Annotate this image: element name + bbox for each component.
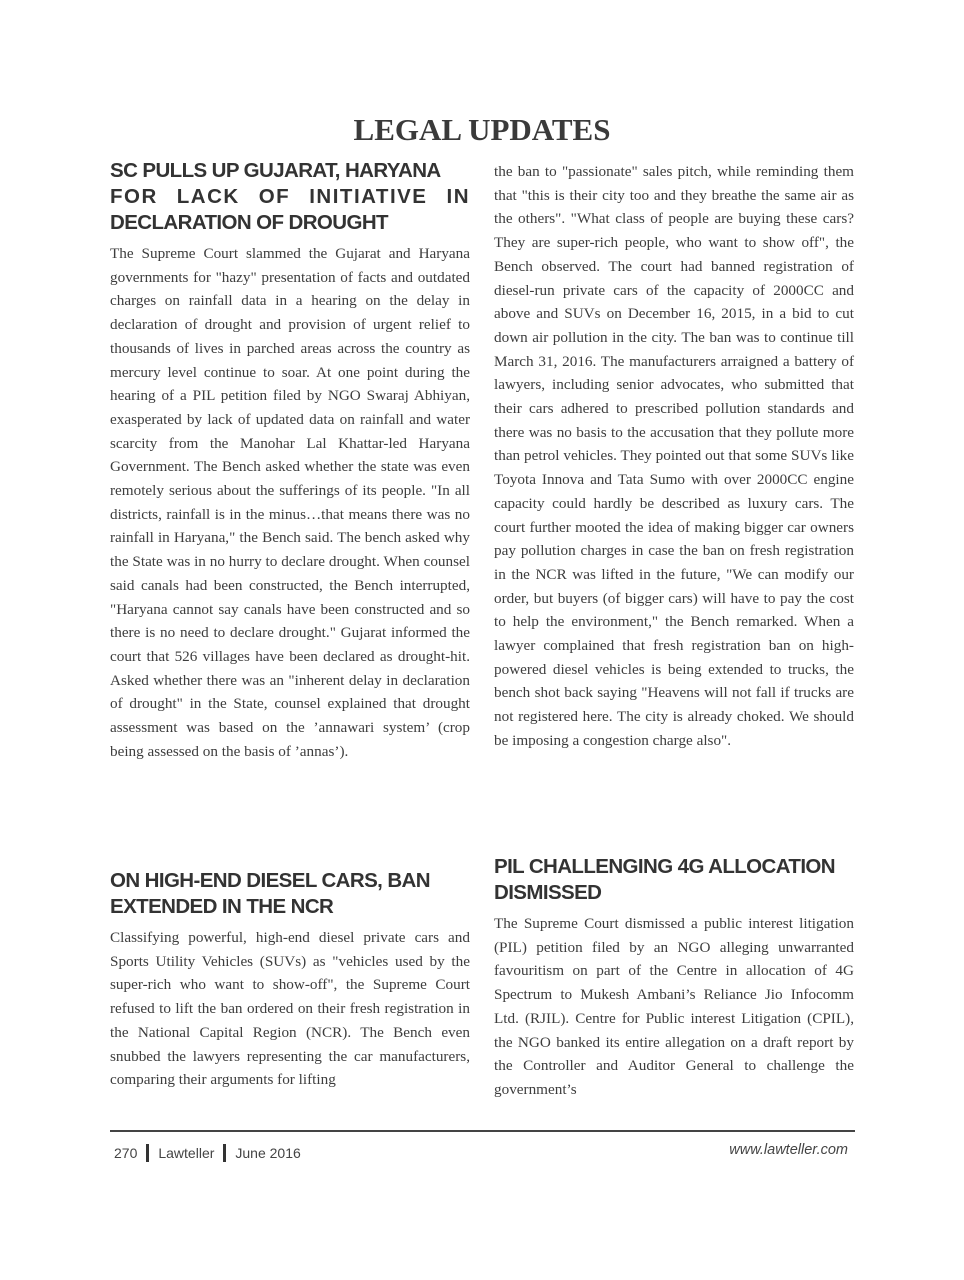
publication-name: Lawteller — [158, 1145, 215, 1161]
article-headline — [494, 854, 854, 906]
article-diesel-cars — [110, 868, 470, 1092]
page-number: 270 — [114, 1145, 138, 1161]
article-4g-allocation — [494, 854, 854, 1102]
headline-line: SC PULLS UP GUJARAT, HARYANA — [110, 159, 441, 182]
article-diesel-cars-continued — [494, 160, 854, 753]
article-body: Classifying powerful, high-end diesel private cars and Sports Utility Vehicles (SUVs) as "vehicles used by the super-rich who want to show-off", the Supreme Court refused to lift the ban ordered on their fresh registration in the National Capital Region (NCR). The Bench even snubbed the lawyers representing the car manufacturers, comparing their arguments for lifting — [110, 929, 470, 1089]
issue-date: June 2016 — [235, 1145, 301, 1161]
article-body: The Supreme Court slammed the Gujarat and Haryana governments for "hazy" presentation of facts and outdated charges on rainfall data in a hearing on the delay in declaration of drought and provision of urgent relief to thousands of lives in parched areas across the country as mercury level continue to soar. At one point during the hearing of a PIL petition filed by NGO Swaraj Abhiyan, exasperated by lack of updated data on rainfall and water scarcity from the Manohar Lal Khattar-led Haryana Government. The Bench asked whether the state was even remotely serious about the sufferings of its people. "In all districts, rainfall is in the minus…that means there was no rainfall in Haryana," the Bench said. The bench asked why the State was in no hurry to declare drought. When counsel said canals had been constructed, the Bench interrupted, "Haryana cannot say canals have been constructed and so there is no need to declare drought." Gujarat informed the court that 526 villages have been declared as drought-hit. Asked whether there was an "inherent delay in declaration of drought" in the State, counsel explained that drought assessment was based on the ’annawari system’ (crop being assessed on the basis of ’annas’). — [110, 245, 470, 760]
separator-bar — [146, 1144, 149, 1162]
headline-line: FOR LACK OF INITIATIVE IN — [110, 185, 470, 208]
article-headline — [110, 868, 470, 920]
headline-line: DISMISSED — [494, 881, 602, 904]
headline-line: PIL CHALLENGING 4G ALLOCATION — [494, 855, 835, 878]
article-body: The Supreme Court dismissed a public interest litigation (PIL) petition filed by an NGO alleging unwarranted favouritism on part of the Centre in allocation of 4G Spectrum to Mukesh Ambani’s Reliance Jio Infocomm Ltd. (RJIL). Centre for Public interest Litigation (CPIL), the NGO banked its entire allegation on a draft report by the Controller and Auditor General to challenge the government’s — [494, 915, 854, 1098]
article-body-continuation: the ban to "passionate" sales pitch, while reminding them that "this is their city too and they breathe the same air as the others". "What class of people are buying these cars? They are super-rich people, who want to show off", the Bench observed. The court had banned registration of diesel-run private cars of the capacity of 2000CC and above and SUVs on December 16, 2015, in a bid to cut down air pollution in the city. The ban was to continue till March 31, 2016. The manufacturers arraigned a battery of lawyers, including senior advocates, who submitted that their cars adhered to prescribed pollution standards and there was no basis to the accusation that they pollute more than petrol vehicles. They pointed out that some SUVs like Toyota Innova and Tata Sumo with over 2000CC engine capacity could hardly be described as luxury cars. The court further mooted the idea of making bigger car owners pay pollution charges in case the ban on fresh registration in the NCR was lifted in the future, "We can modify our order, but buyers (of bigger cars) will have to pay the cost to help the environment," the Bench remarked. When a lawyer complained that fresh registration ban on high-powered diesel vehicles is being extended to trucks, the bench shot back saying "Heavens will not fall if trucks are not registered here. The city is already choked. We should be imposing a congestion charge also". — [494, 163, 854, 749]
headline-line: ON HIGH-END DIESEL CARS, BAN — [110, 869, 430, 892]
footer-divider — [110, 1130, 855, 1132]
page-footer — [114, 1142, 854, 1166]
article-drought — [110, 158, 470, 763]
separator-bar — [223, 1144, 226, 1162]
website-url: www.lawteller.com — [729, 1142, 848, 1158]
headline-line: EXTENDED IN THE NCR — [110, 895, 334, 918]
headline-line: DECLARATION OF DROUGHT — [110, 211, 388, 234]
page-title: LEGAL UPDATES — [353, 112, 611, 147]
article-headline — [110, 158, 470, 236]
